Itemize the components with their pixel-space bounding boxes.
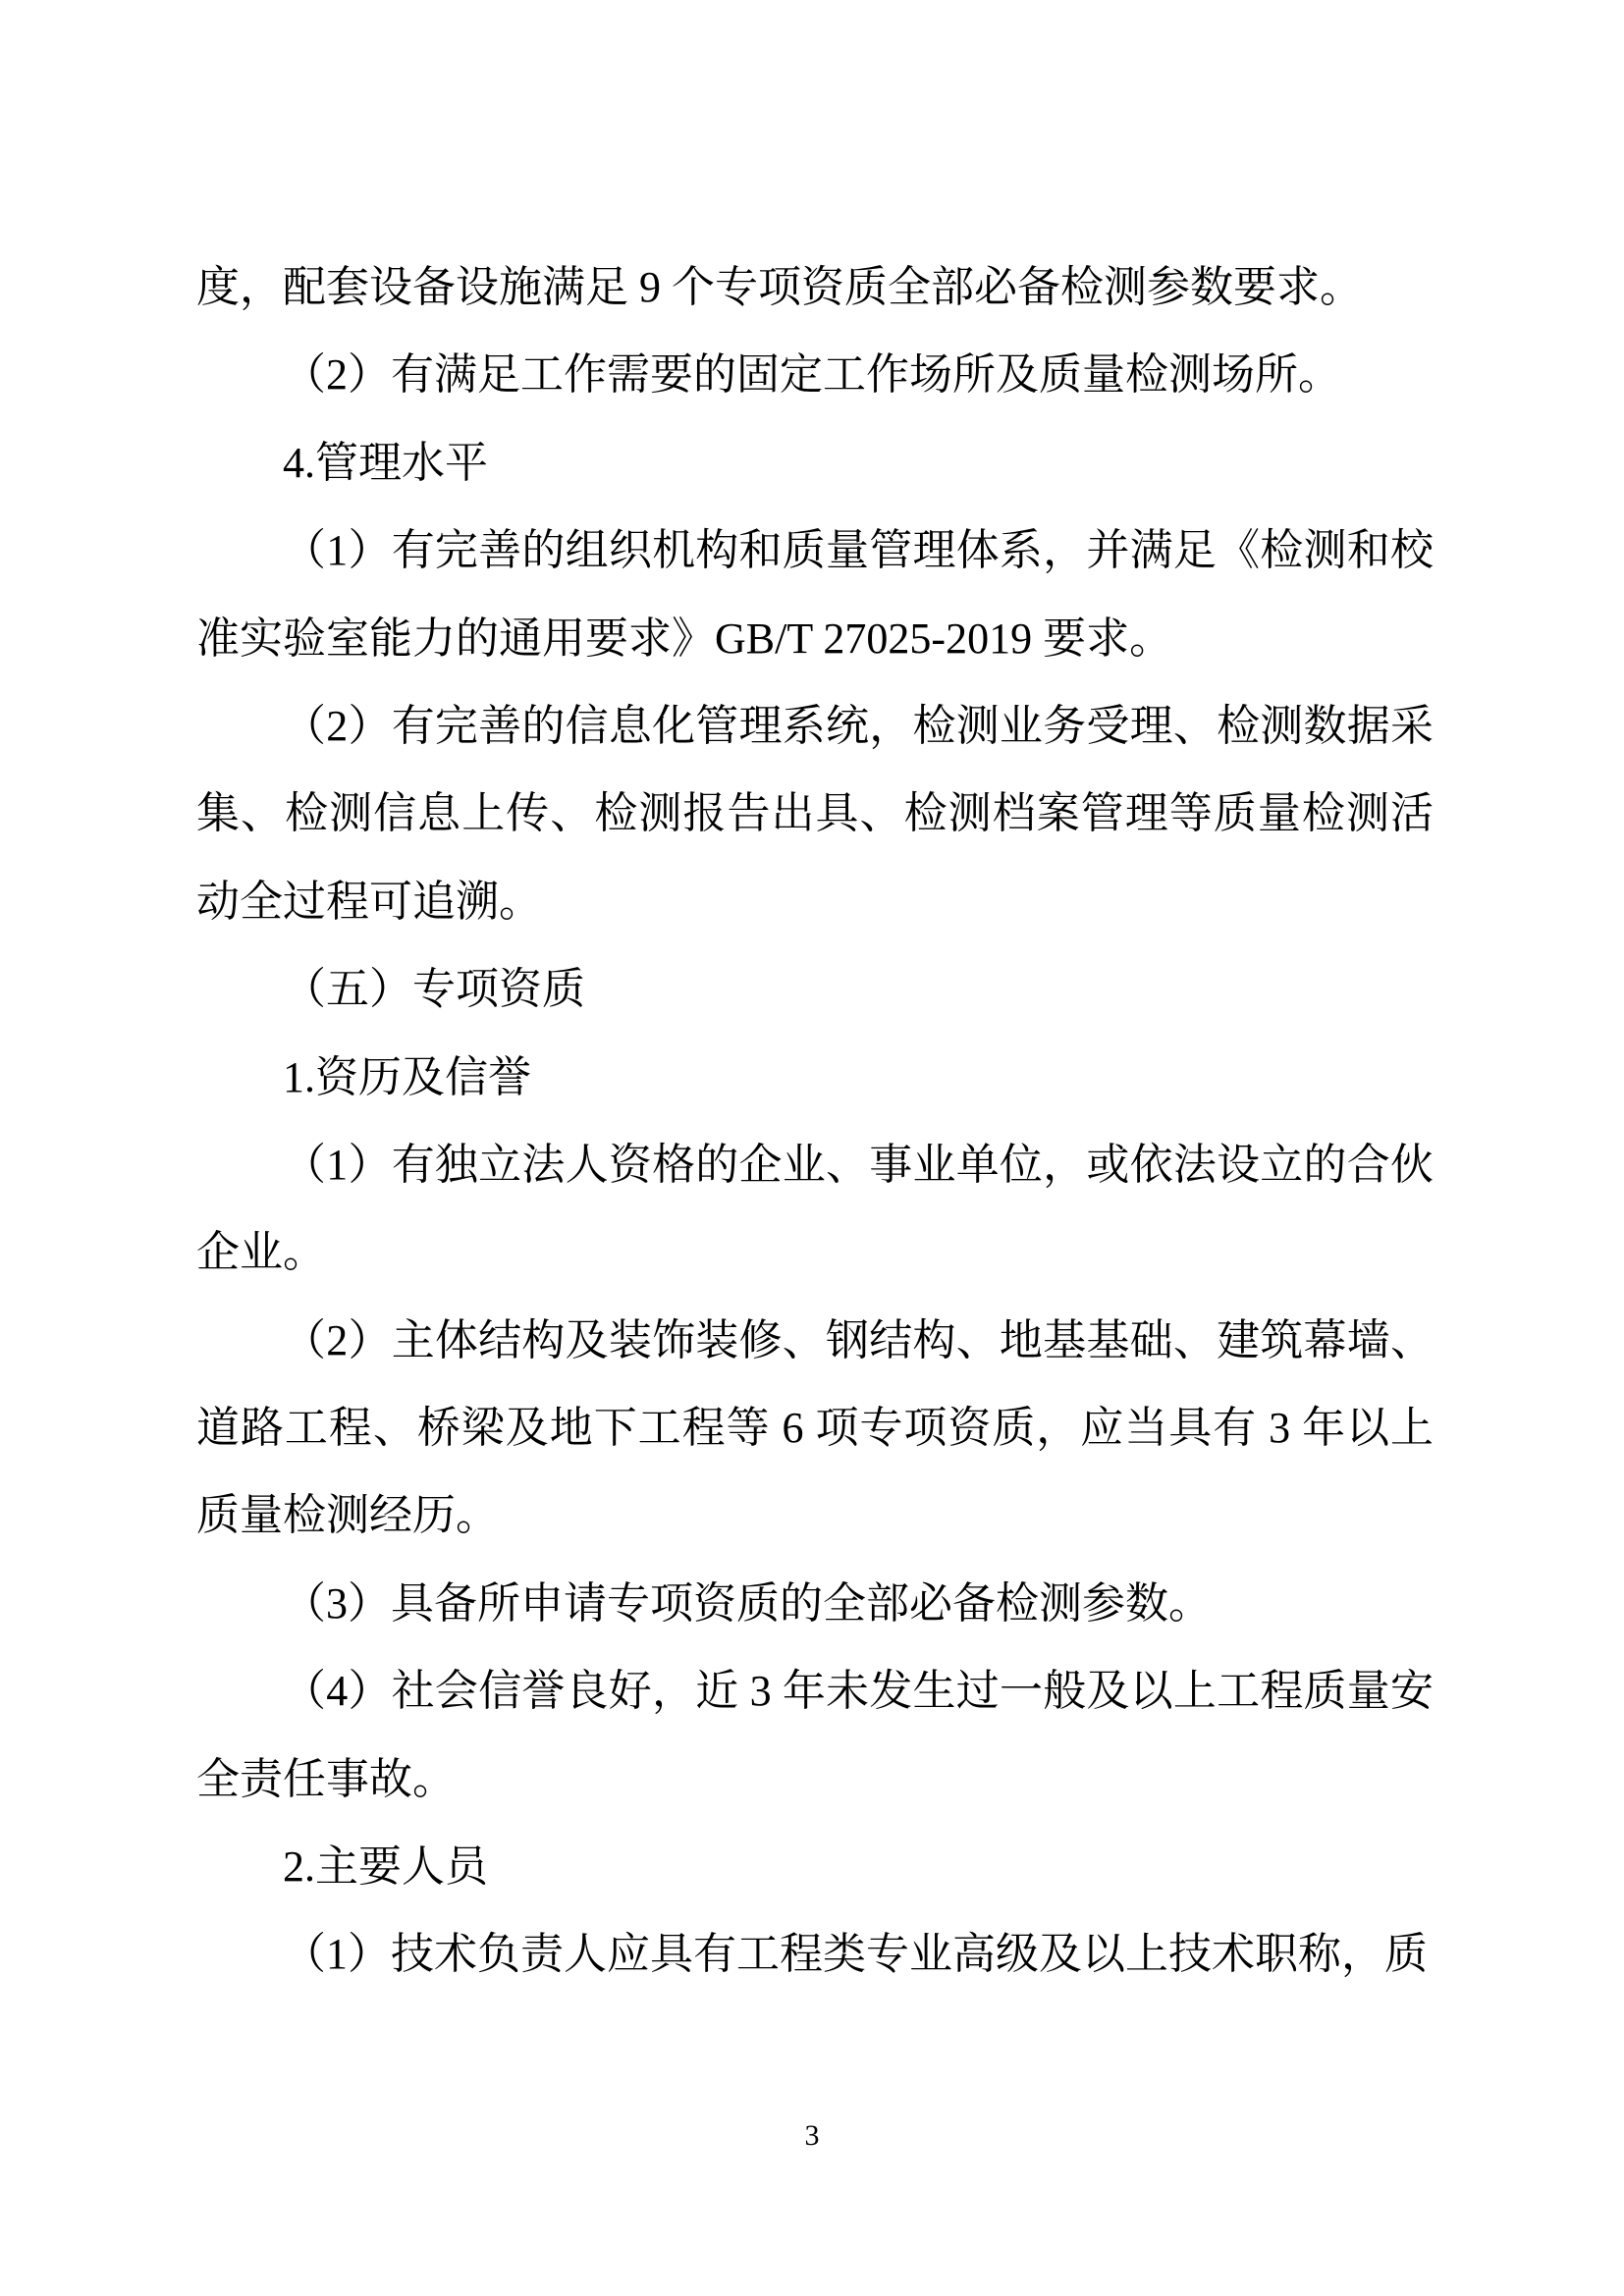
text-line: 道路工程、桥梁及地下工程等 6 项专项资质，应当具有 3 年以上 bbox=[196, 1404, 1434, 1453]
text-line: 4.管理水平 bbox=[283, 438, 488, 487]
text-line: （2）有完善的信息化管理系统，检测业务受理、检测数据采 bbox=[283, 701, 1434, 750]
text-line: 企业。 bbox=[196, 1228, 326, 1277]
text-line: （4）社会信誉良好，近 3 年未发生过一般及以上工程质量安 bbox=[283, 1667, 1434, 1716]
text-line: （1）有完善的组织机构和质量管理体系，并满足《检测和校 bbox=[283, 526, 1434, 575]
text-line: 1.资历及信誉 bbox=[283, 1052, 531, 1101]
text-line: 动全过程可追溯。 bbox=[196, 877, 542, 926]
page-number: 3 bbox=[804, 2119, 820, 2152]
text-line: （1）有独立法人资格的企业、事业单位，或依法设立的合伙 bbox=[283, 1140, 1434, 1189]
text-line: （2）主体结构及装饰装修、钢结构、地基基础、建筑幕墙、 bbox=[283, 1315, 1434, 1364]
text-line: （3）具备所申请专项资质的全部必备检测参数。 bbox=[283, 1578, 1212, 1628]
text-line: （2）有满足工作需要的固定工作场所及质量检测场所。 bbox=[283, 350, 1341, 400]
text-line: 集、检测信息上传、检测报告出具、检测档案管理等质量检测活 bbox=[196, 789, 1434, 838]
text-line: （五）专项资质 bbox=[283, 965, 585, 1014]
text-line: 2.主要人员 bbox=[283, 1842, 488, 1892]
text-line: 准实验室能力的通用要求》GB/T 27025-2019 要求。 bbox=[196, 614, 1173, 663]
text-line: 质量检测经历。 bbox=[196, 1491, 499, 1540]
text-line: 全责任事故。 bbox=[196, 1754, 456, 1803]
text-line: （1）技术负责人应具有工程类专业高级及以上技术职称，质 bbox=[283, 1930, 1428, 1979]
text-block bbox=[196, 243, 1434, 1999]
text-line: 度，配套设备设施满足 9 个专项资质全部必备检测参数要求。 bbox=[196, 263, 1363, 311]
